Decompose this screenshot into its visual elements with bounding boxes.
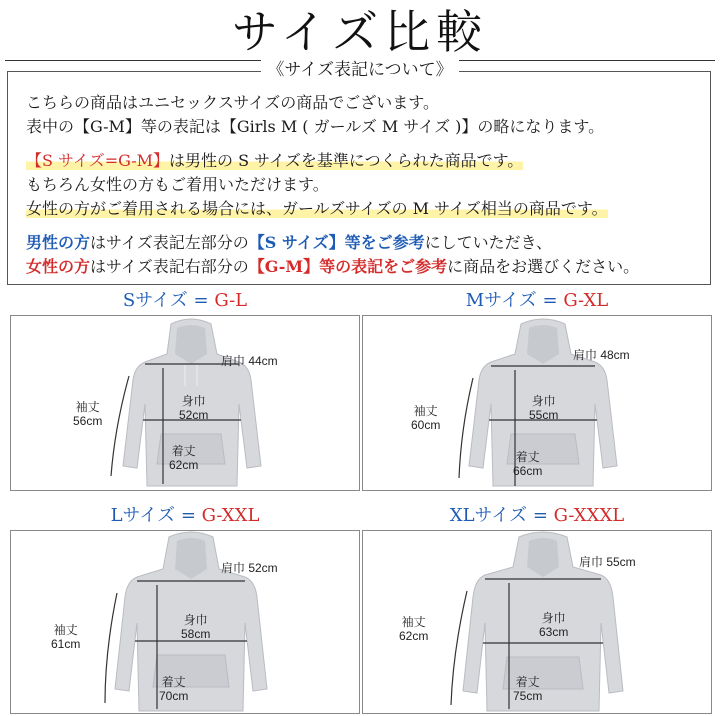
sleeve-measure <box>411 404 440 432</box>
shoulder-measure: 肩巾 48cm <box>573 348 630 362</box>
chest-value: 55cm <box>529 408 559 422</box>
size-label <box>362 505 712 527</box>
hoodie-measure-photo <box>10 530 360 714</box>
size-label <box>362 290 712 312</box>
length-measure <box>169 444 198 472</box>
size-equivalence-highlight <box>26 151 523 170</box>
chest-value: 52cm <box>179 408 209 422</box>
chest-measure <box>179 394 208 422</box>
length-label: 着丈 <box>171 444 196 458</box>
men-size: Sサイズ <box>122 290 188 311</box>
men-label: 男性の方 <box>26 233 91 252</box>
sleeve-measure <box>51 623 80 651</box>
length-value: 62cm <box>169 458 199 472</box>
length-label: 着丈 <box>161 675 186 689</box>
length-measure <box>513 450 542 478</box>
size-label <box>10 290 360 312</box>
notice-line-5 <box>26 198 608 220</box>
length-measure <box>513 675 542 703</box>
sleeve-value: 56cm <box>73 414 103 428</box>
length-label: 着丈 <box>515 675 540 689</box>
shoulder-measure: 肩巾 52cm <box>221 561 278 575</box>
hoodie-measure-photo <box>362 530 712 714</box>
length-label: 着丈 <box>515 450 540 464</box>
notice-line-6-d: にしていただき、 <box>424 233 552 252</box>
women-label: 女性の方 <box>26 257 91 276</box>
chest-measure <box>539 611 568 639</box>
sleeve-measure <box>399 615 428 643</box>
men-size: XLサイズ <box>449 505 528 526</box>
shoulder-measure: 肩巾 44cm <box>221 354 278 368</box>
sleeve-label: 袖丈 <box>401 615 426 629</box>
equals-sign: = <box>542 290 558 311</box>
length-measure <box>159 675 188 703</box>
notice-line-3-rest: は男性の S サイズを基準につくられた商品です。 <box>169 151 524 170</box>
girls-size: G-XL <box>563 290 609 311</box>
chest-label: 身巾 <box>531 394 556 408</box>
length-value: 70cm <box>159 689 189 703</box>
shoulder-measure: 肩巾 55cm <box>579 555 636 569</box>
chest-label: 身巾 <box>541 611 566 625</box>
sleeve-value: 60cm <box>411 418 441 432</box>
notice-line-7-d: に商品をお選びください。 <box>447 257 640 276</box>
girls-size: G-XXXL <box>553 505 625 526</box>
notice-line-2: 表中の【G-M】等の表記は【Girls M ( ガールズ M サイズ )】の略になります。 <box>26 117 605 136</box>
chest-measure <box>181 613 210 641</box>
men-size: Lサイズ <box>110 505 176 526</box>
size-label <box>10 505 360 527</box>
chest-measure <box>529 394 558 422</box>
sleeve-label: 袖丈 <box>75 400 100 414</box>
sleeve-label: 袖丈 <box>413 404 438 418</box>
notice-line-1: こちらの商品はユニセックスサイズの商品でございます。 <box>26 93 439 112</box>
notice-line-7 <box>26 256 639 278</box>
chest-value: 58cm <box>181 627 211 641</box>
notice-line-4: もちろん女性の方もご着用いただけます。 <box>26 175 329 194</box>
sleeve-label: 袖丈 <box>53 623 78 637</box>
notice-line-5-text: 女性の方がご着用される場合には、ガールズサイズの M サイズ相当の商品です。 <box>26 199 608 218</box>
sleeve-value: 61cm <box>51 637 81 651</box>
size-equivalence-text: 【S サイズ=G-M】 <box>26 151 170 170</box>
men-size: Mサイズ <box>465 290 537 311</box>
women-reference: 【G-M】等の表記をご参考 <box>248 257 448 276</box>
sleeve-measure <box>73 400 102 428</box>
length-value: 66cm <box>513 464 543 478</box>
equals-sign: = <box>193 290 209 311</box>
chest-label: 身巾 <box>183 613 208 627</box>
chest-label: 身巾 <box>181 394 206 408</box>
girls-size: G-XXL <box>201 505 260 526</box>
sleeve-value: 62cm <box>399 629 429 643</box>
size-notice-heading <box>0 59 720 81</box>
girls-size: G-L <box>214 290 248 311</box>
hoodie-measure-photo <box>362 315 712 491</box>
equals-sign: = <box>532 505 548 526</box>
notice-line-6 <box>26 232 552 254</box>
chest-value: 63cm <box>539 625 569 639</box>
length-value: 75cm <box>513 689 543 703</box>
notice-line-6-b: はサイズ表記左部分の <box>90 233 249 252</box>
page-title: サイズ比較 <box>231 5 489 59</box>
notice-line-7-b: はサイズ表記右部分の <box>90 257 249 276</box>
notice-line-3 <box>26 150 523 172</box>
men-reference: 【S サイズ】等をご参考 <box>248 233 425 252</box>
equals-sign: = <box>180 505 196 526</box>
size-notice-heading-text: 《サイズ表記について》 <box>261 60 458 80</box>
hoodie-measure-photo <box>10 315 360 491</box>
